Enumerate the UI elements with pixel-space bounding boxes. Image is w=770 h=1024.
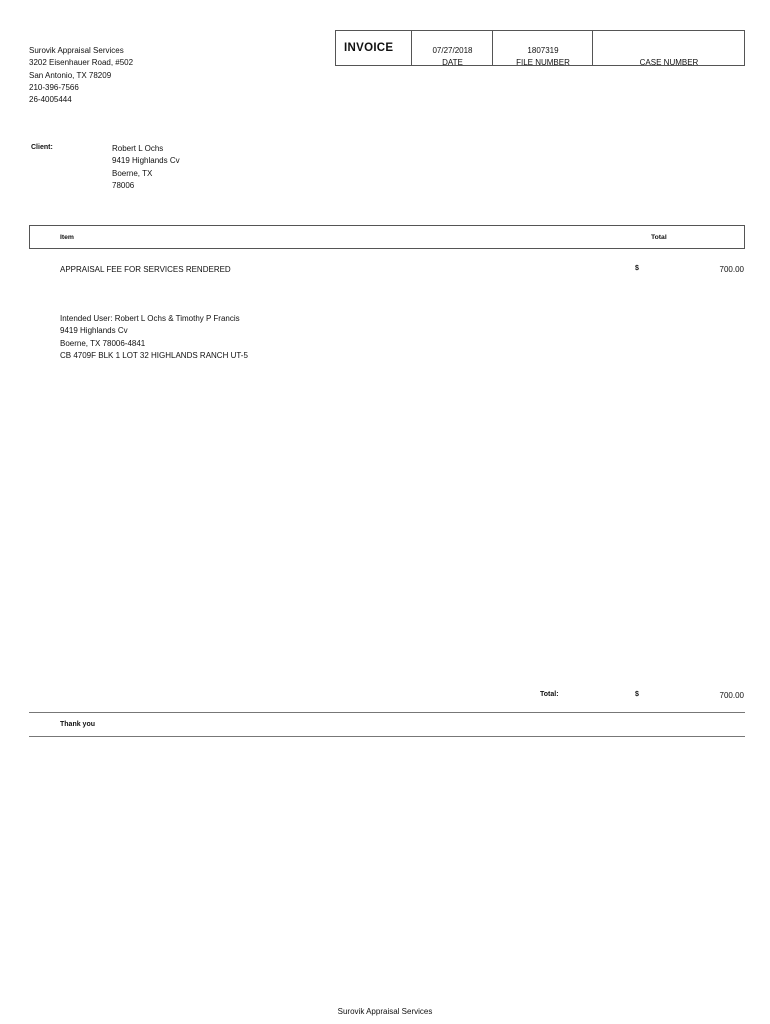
file-number: 1807319 — [527, 46, 559, 55]
items-header-row — [29, 225, 745, 249]
divider-bottom — [29, 736, 745, 737]
invoice-header-box — [335, 30, 745, 66]
legal-description: CB 4709F BLK 1 LOT 32 HIGHLANDS RANCH UT-5 — [60, 350, 248, 360]
company-tax-id: 26-4005444 — [29, 95, 72, 105]
total-column-header: Total — [651, 234, 667, 241]
intended-user-line: Intended User: Robert L Ochs & Timothy P Francis — [60, 314, 240, 323]
company-address-block — [29, 45, 133, 106]
client-label: Client: — [31, 144, 53, 151]
total-label: Total: — [540, 691, 559, 698]
case-number-cell — [592, 31, 745, 65]
intended-user-street: 9419 Highlands Cv — [60, 326, 128, 336]
company-name: Surovik Appraisal Services — [29, 46, 124, 55]
line-item-currency: $ — [635, 265, 639, 272]
item-column-header: Item — [60, 234, 74, 241]
file-number-label: FILE NUMBER — [516, 58, 570, 67]
date-cell — [411, 31, 493, 65]
company-phone: 210-396-7566 — [29, 82, 79, 92]
company-address-line1: 3202 Eisenhauer Road, #502 — [29, 58, 134, 68]
client-city: Boerne, TX — [112, 168, 153, 178]
date-label: DATE — [442, 58, 463, 67]
invoice-title-cell — [336, 31, 411, 65]
line-item-amount: 700.00 — [719, 265, 744, 274]
intended-user-city: Boerne, TX 78006-4841 — [60, 338, 146, 348]
thank-you-note: Thank you — [60, 721, 96, 728]
total-currency: $ — [635, 691, 639, 698]
page-footer: Surovik Appraisal Services — [337, 1007, 433, 1016]
case-number-label: CASE NUMBER — [639, 58, 699, 67]
divider-top — [29, 712, 745, 713]
total-amount: 700.00 — [719, 691, 744, 700]
client-name: Robert L Ochs — [112, 144, 164, 153]
client-address-block — [112, 143, 180, 192]
company-address-line2: San Antonio, TX 78209 — [29, 70, 112, 80]
client-zip: 78006 — [112, 180, 135, 190]
invoice-title: INVOICE — [344, 42, 394, 54]
intended-user-block — [60, 313, 248, 362]
line-item-description: APPRAISAL FEE FOR SERVICES RENDERED — [60, 265, 231, 274]
invoice-date: 07/27/2018 — [432, 46, 473, 55]
client-street: 9419 Highlands Cv — [112, 156, 180, 166]
file-number-cell — [492, 31, 593, 65]
